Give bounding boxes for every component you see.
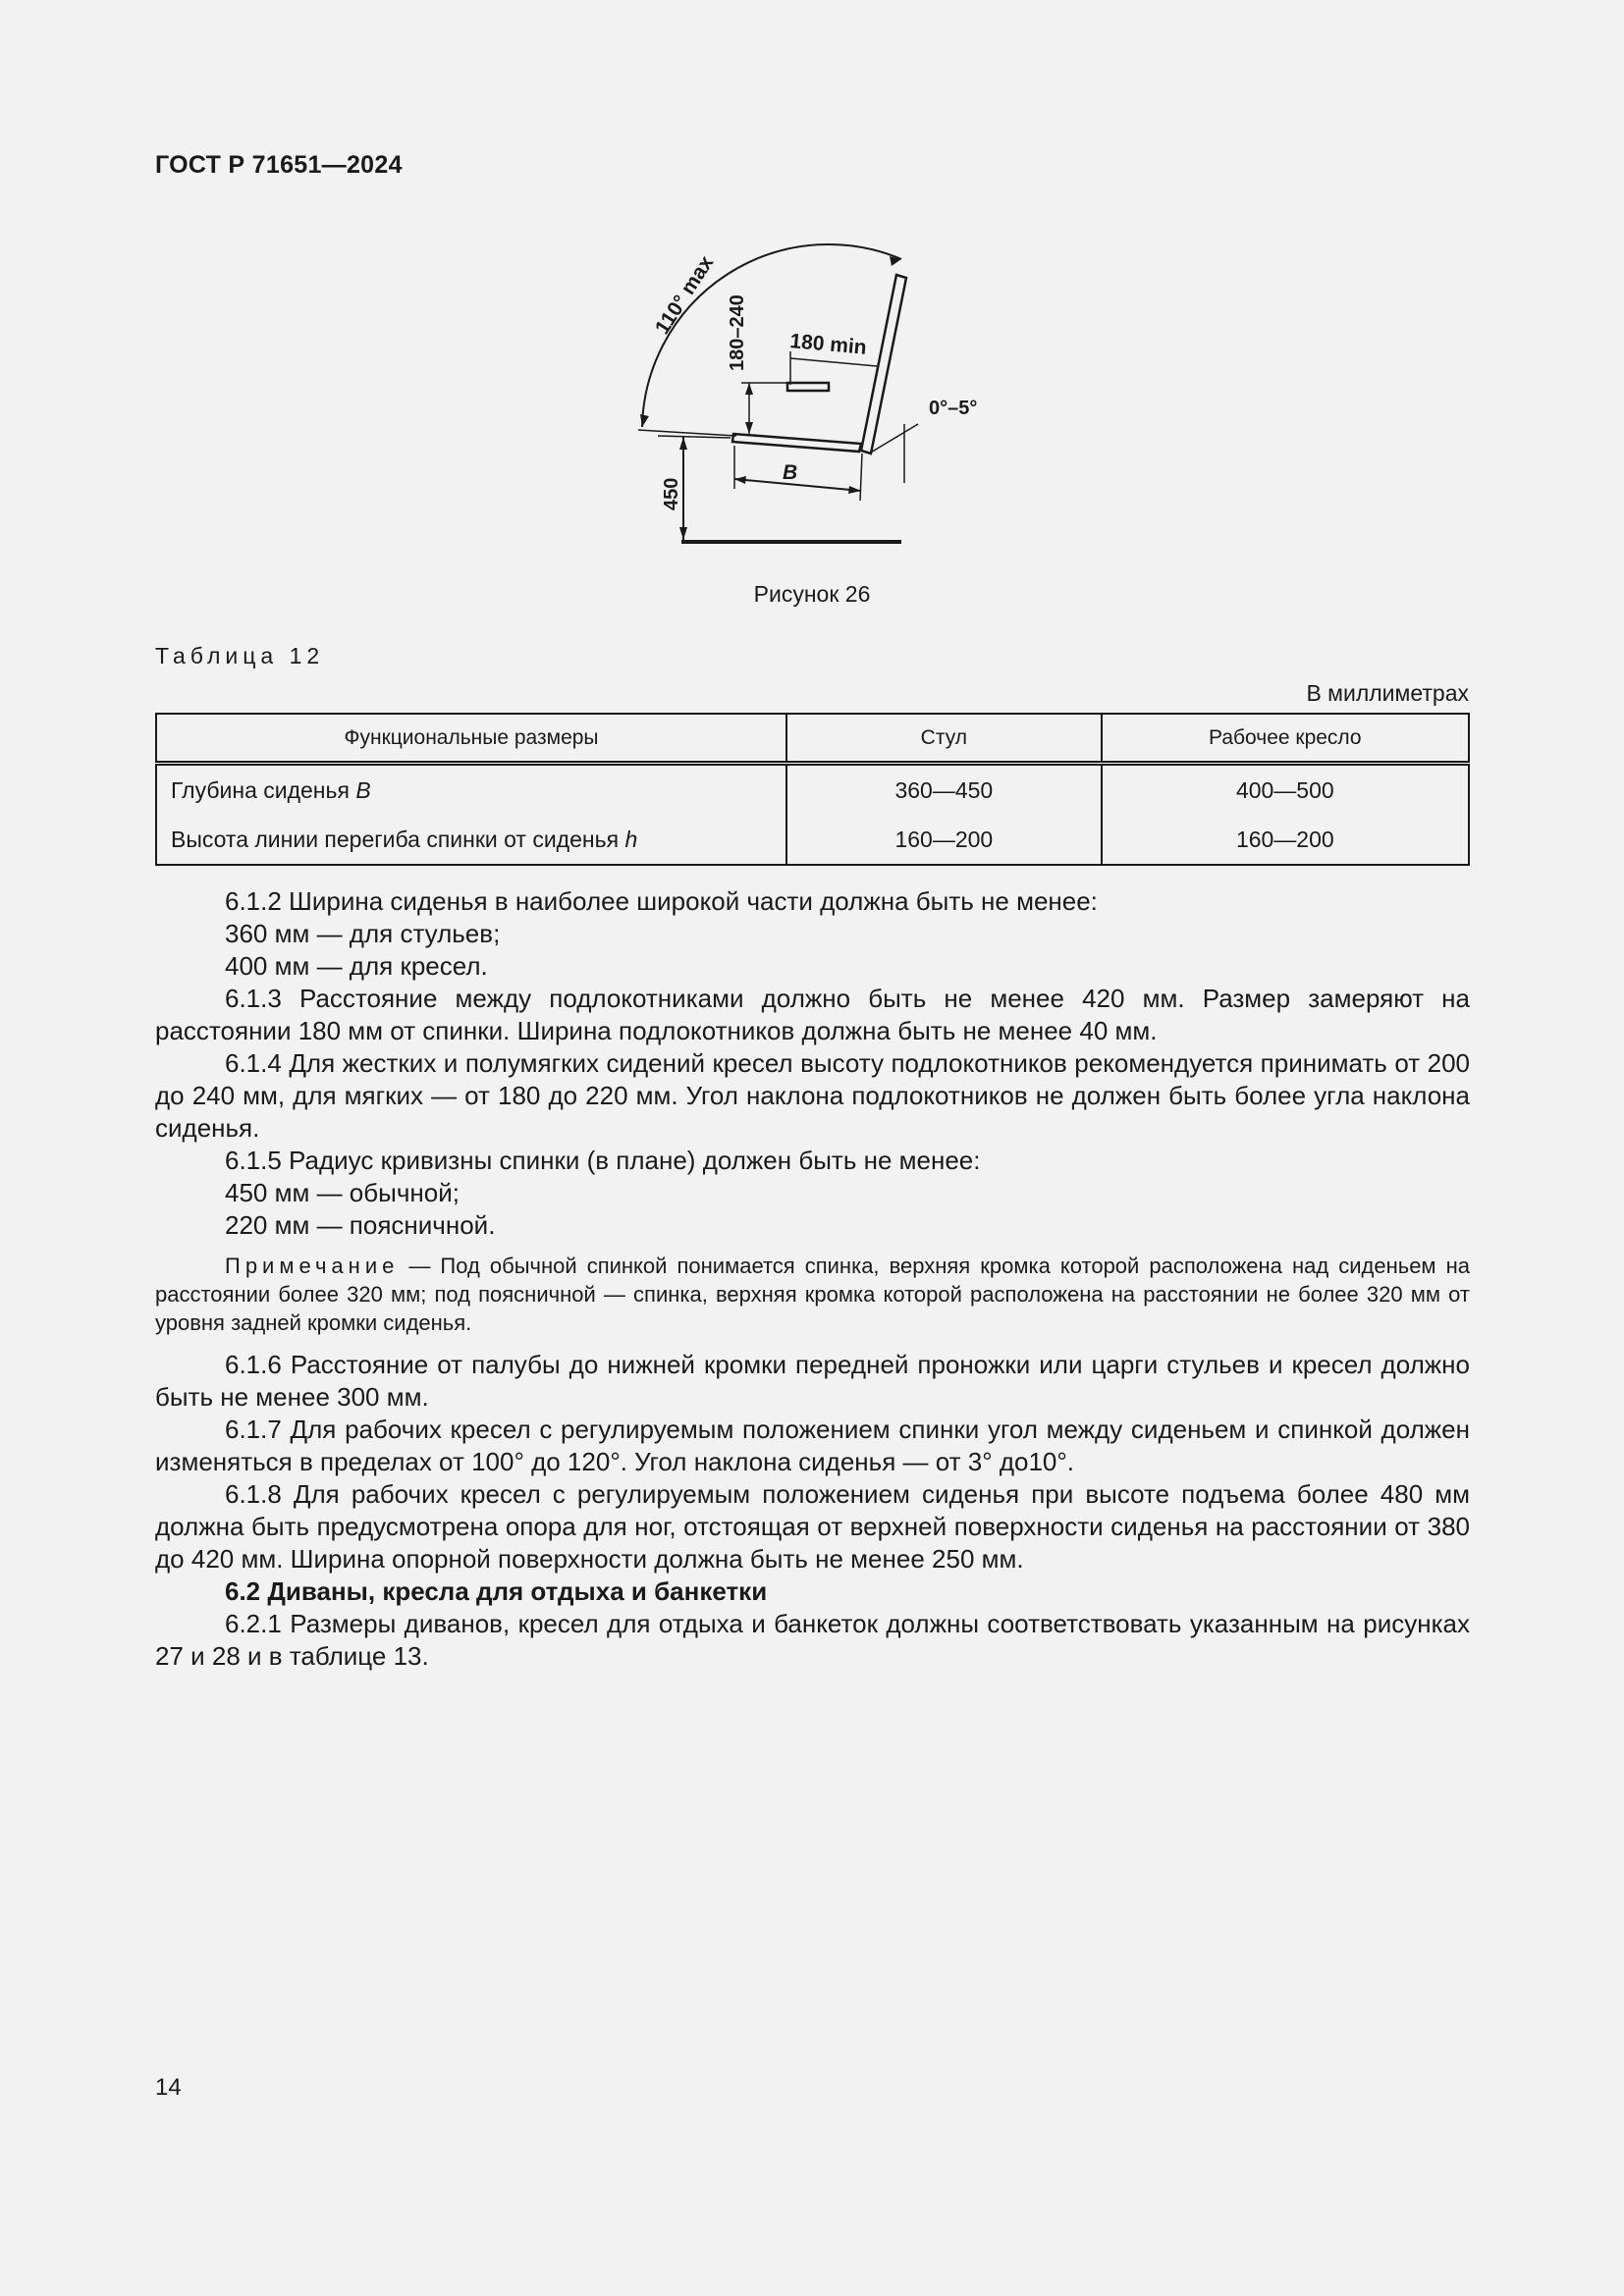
figure-caption: Рисунок 26 [753, 581, 871, 607]
table-cell-chair: 160—200 [786, 815, 1102, 865]
table-cell-work-chair: 400—500 [1102, 764, 1469, 816]
table-header-row [156, 714, 1469, 764]
note [155, 1252, 1470, 1337]
paragraph-6-1-7: 6.1.7 Для рабочих кресел с регулируемым положением спинки угол между сиденьем и спинкой должен изменяться в пределах от 100° до 120°. Угол наклона сиденья — от 3° до10°. [155, 1415, 1470, 1476]
list-item: 220 мм — поясничной. [225, 1210, 496, 1240]
table-row [156, 764, 1469, 816]
seat-depth-dim [734, 479, 861, 491]
body-text [155, 885, 1470, 1673]
seat-height-label: 450 [661, 477, 682, 510]
table-header-cell: Функциональные размеры [156, 714, 786, 764]
paragraph-6-1-5: 6.1.5 Радиус кривизны спинки (в плане) должен быть не менее: [225, 1146, 981, 1175]
table-units: В миллиметрах [1306, 680, 1469, 706]
table-row [156, 815, 1469, 865]
paragraph-6-1-3: 6.1.3 Расстояние между подлокотниками должно быть не менее 420 мм. Размер замеряют на расстоянии 180 мм от спинки. Ширина подлокотников должна быть не менее 40 мм. [155, 984, 1470, 1045]
table-cell-work-chair: 160—200 [1102, 815, 1469, 865]
paragraph-6-1-8: 6.1.8 Для рабочих кресел с регулируемым положением сиденья при высоте подъема более 480 мм должна быть предусмотрена опора для ног, отстоящая от верхней поверхности сиденья на расстоянии от 380 до 420 мм. Ширина опорной поверхности должна быть не менее 250 мм. [155, 1479, 1470, 1574]
list-item: 450 мм — обычной; [225, 1178, 460, 1207]
paragraph-6-2-1: 6.2.1 Размеры диванов, кресел для отдыха и банкеток должны соответствовать указанным на рисунках 27 и 28 и в таблице 13. [155, 1609, 1470, 1671]
page-number: 14 [155, 2074, 182, 2101]
note-text: — Под обычной спинкой понимается спинка, верхняя кромка которой расположена над сиденьем на расстоянии более 320 мм; под поясничной — спинка, верхняя кромка которой расположена на расстоянии не более 320 мм от уровня задней кромки сиденья. [155, 1254, 1470, 1335]
chair-diagram [628, 226, 1011, 550]
angle-max-label: 110° max [650, 251, 719, 339]
note-label: Примечание [225, 1254, 400, 1278]
back-tilt-label: 0°–5° [929, 398, 978, 419]
table-label: Таблица 12 [155, 643, 325, 668]
table-cell-chair: 360—450 [786, 764, 1102, 816]
seat-outline [732, 434, 861, 452]
paragraph-6-1-6: 6.1.6 Расстояние от палубы до нижней кромки передней проножки или царги стульев и кресел должно быть не менее 300 мм. [155, 1350, 1470, 1412]
document-id-header: ГОСТ Р 71651—2024 [155, 151, 403, 179]
armrest-min-label: 180 min [788, 330, 868, 359]
table-cell-name: Глубина сиденья B [156, 764, 786, 816]
paragraph-6-1-2: 6.1.2 Ширина сиденья в наиболее широкой части должна быть не менее: [225, 886, 1098, 916]
list-item: 400 мм — для кресел. [225, 951, 488, 981]
table-header-cell: Рабочее кресло [1102, 714, 1469, 764]
dimensions-table [155, 713, 1470, 866]
section-title-6-2: 6.2 Диваны, кресла для отдыха и банкетки [225, 1576, 768, 1606]
chair-dimensions-figure [628, 226, 1011, 550]
seat-depth-label: B [783, 461, 798, 484]
back-height-label: 180–240 [727, 294, 748, 371]
backrest-outline [861, 275, 906, 454]
armrest-min-dim [790, 358, 877, 366]
list-item: 360 мм — для стульев; [225, 919, 501, 948]
paragraph-6-1-4: 6.1.4 Для жестких и полумягких сидений кресел высоту подлокотников рекомендуется принимать от 200 до 240 мм, для мягких — от 180 до 220 мм. Угол наклона подлокотников не должен быть более угла наклона сиденья. [155, 1048, 1470, 1143]
table-cell-name: Высота линии перегиба спинки от сиденья h [156, 815, 786, 865]
table-header-cell: Стул [786, 714, 1102, 764]
armrest-outline [787, 383, 829, 391]
